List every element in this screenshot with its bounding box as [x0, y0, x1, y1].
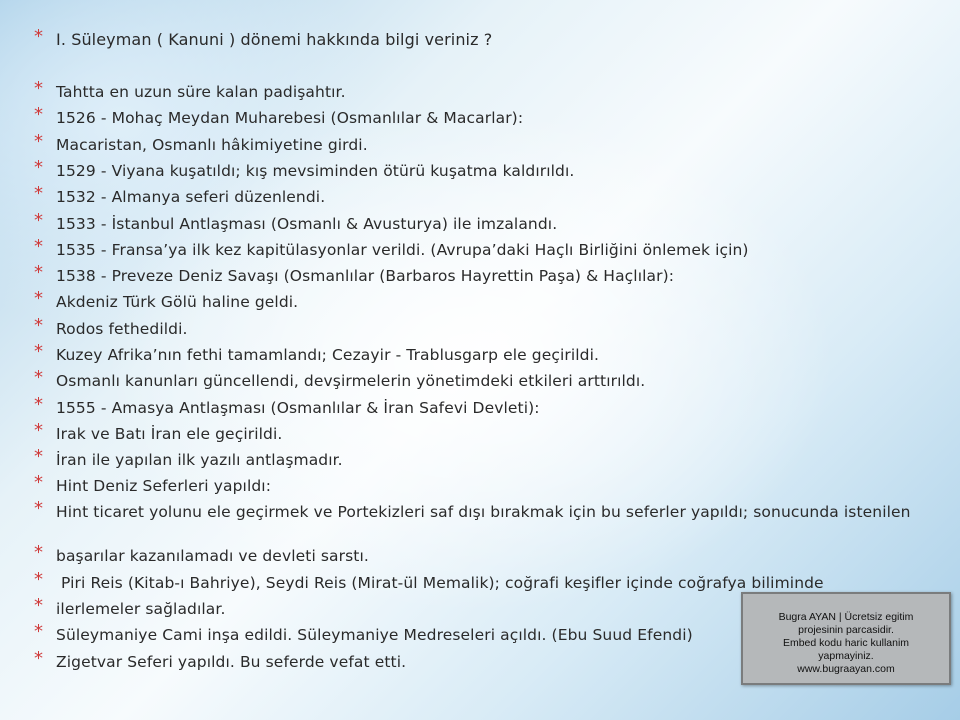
list-item-text: 1532 - Almanya seferi düzenlendi.: [56, 188, 326, 206]
list-item: [34, 104, 939, 127]
list-item-text: 1533 - İstanbul Antlaşması (Osmanlı & Avusturya) ile imzalandı.: [56, 215, 558, 233]
bullet-star-icon: *: [34, 648, 44, 669]
list-item-text: Irak ve Batı İran ele geçirildi.: [56, 425, 283, 443]
list-item: [34, 262, 939, 285]
list-item-text: ilerlemeler sağladılar.: [56, 600, 226, 618]
bullet-star-icon: *: [34, 446, 44, 467]
list-item: [34, 420, 939, 443]
list-item-text: Rodos fethedildi.: [56, 320, 188, 338]
list-item-text: Tahtta en uzun süre kalan padişahtır.: [56, 83, 346, 101]
list-item-text: Osmanlı kanunları güncellendi, devşirmelerin yönetimdeki etkileri arttırıldı.: [56, 372, 646, 390]
list-item: [34, 78, 939, 101]
list-item-text: 1538 - Preveze Deniz Savaşı (Osmanlılar (Barbaros Hayrettin Paşa) & Haçlılar):: [56, 267, 675, 285]
list-item-text: Süleymaniye Cami inşa edildi. Süleymaniye Medreseleri açıldı. (Ebu Suud Efendi): [56, 626, 693, 644]
bullet-star-icon: *: [34, 26, 44, 47]
bullet-star-icon: *: [34, 315, 44, 336]
bullet-star-icon: *: [34, 131, 44, 152]
bullet-star-icon: *: [34, 621, 44, 642]
bullet-star-icon: *: [34, 288, 44, 309]
list-item-text: Piri Reis (Kitab-ı Bahriye), Seydi Reis (Mirat-ül Memalik); coğrafi keşifler içinde coğrafya biliminde: [56, 574, 824, 592]
bullet-star-icon: *: [34, 78, 44, 99]
bullet-star-icon: *: [34, 262, 44, 283]
list-item: [34, 288, 939, 311]
list-item-text: başarılar kazanılamadı ve devleti sarstı.: [56, 547, 369, 565]
bullet-star-icon: *: [34, 367, 44, 388]
list-item: [34, 394, 939, 417]
list-item-text: Hint ticaret yolunu ele geçirmek ve Portekizleri saf dışı bırakmak için bu seferler yapıldı; sonucunda istenilen: [56, 503, 911, 521]
watermark-line: yapmayiniz.: [818, 650, 874, 662]
watermark-line: projesinin parcasidir.: [798, 624, 894, 636]
list-item: [34, 472, 939, 495]
list-item: [34, 131, 939, 154]
list-item: [34, 210, 939, 233]
list-item-text: Akdeniz Türk Gölü haline geldi.: [56, 293, 299, 311]
list-item: [34, 498, 939, 521]
watermark-box: [741, 592, 951, 685]
bullet-star-icon: *: [34, 341, 44, 362]
slide-title: [34, 26, 939, 49]
list-item: [34, 569, 939, 592]
list-item: [34, 367, 939, 390]
bullet-star-icon: *: [34, 157, 44, 178]
bullet-star-icon: *: [34, 542, 44, 563]
list-item: [34, 542, 939, 565]
bullet-star-icon: *: [34, 498, 44, 519]
bullet-star-icon: *: [34, 394, 44, 415]
bullet-star-icon: *: [34, 104, 44, 125]
list-item: [34, 341, 939, 364]
bullet-star-icon: *: [34, 183, 44, 204]
list-item: [34, 315, 939, 338]
list-item: [34, 183, 939, 206]
list-item-text: İran ile yapılan ilk yazılı antlaşmadır.: [56, 451, 343, 469]
watermark-line: Embed kodu haric kullanim: [782, 637, 910, 649]
list-item-text: Zigetvar Seferi yapıldı. Bu seferde vefat etti.: [56, 653, 407, 671]
list-item: [34, 157, 939, 180]
list-item: [34, 236, 939, 259]
watermark-link: www.bugraayan.com: [797, 663, 895, 675]
bullet-star-icon: *: [34, 236, 44, 257]
bullet-star-icon: *: [34, 472, 44, 493]
list-item-text: 1555 - Amasya Antlaşması (Osmanlılar & İran Safevi Devleti):: [56, 399, 540, 417]
list-item-text: Macaristan, Osmanlı hâkimiyetine girdi.: [56, 136, 368, 154]
bullet-star-icon: *: [34, 210, 44, 231]
bullet-star-icon: *: [34, 595, 44, 616]
list-item-text: 1529 - Viyana kuşatıldı; kış mevsiminden ötürü kuşatma kaldırıldı.: [56, 162, 575, 180]
bullet-star-icon: *: [34, 569, 44, 590]
watermark-line: Bugra AYAN | Ücretsiz egitim: [778, 611, 914, 623]
list-item-text: 1526 - Mohaç Meydan Muharebesi (Osmanlılar & Macarlar):: [56, 109, 524, 127]
list-item-text: Kuzey Afrika’nın fethi tamamlandı; Cezayir - Trablusgarp ele geçirildi.: [56, 346, 600, 364]
list-item-text: Hint Deniz Seferleri yapıldı:: [56, 477, 272, 495]
bullet-star-icon: *: [34, 420, 44, 441]
title-text: I. Süleyman ( Kanuni ) dönemi hakkında bilgi veriniz ?: [56, 30, 493, 49]
list-item: [34, 446, 939, 469]
list-item-text: 1535 - Fransa’ya ilk kez kapitülasyonlar verildi. (Avrupa’daki Haçlı Birliğini önlemek için): [56, 241, 749, 259]
